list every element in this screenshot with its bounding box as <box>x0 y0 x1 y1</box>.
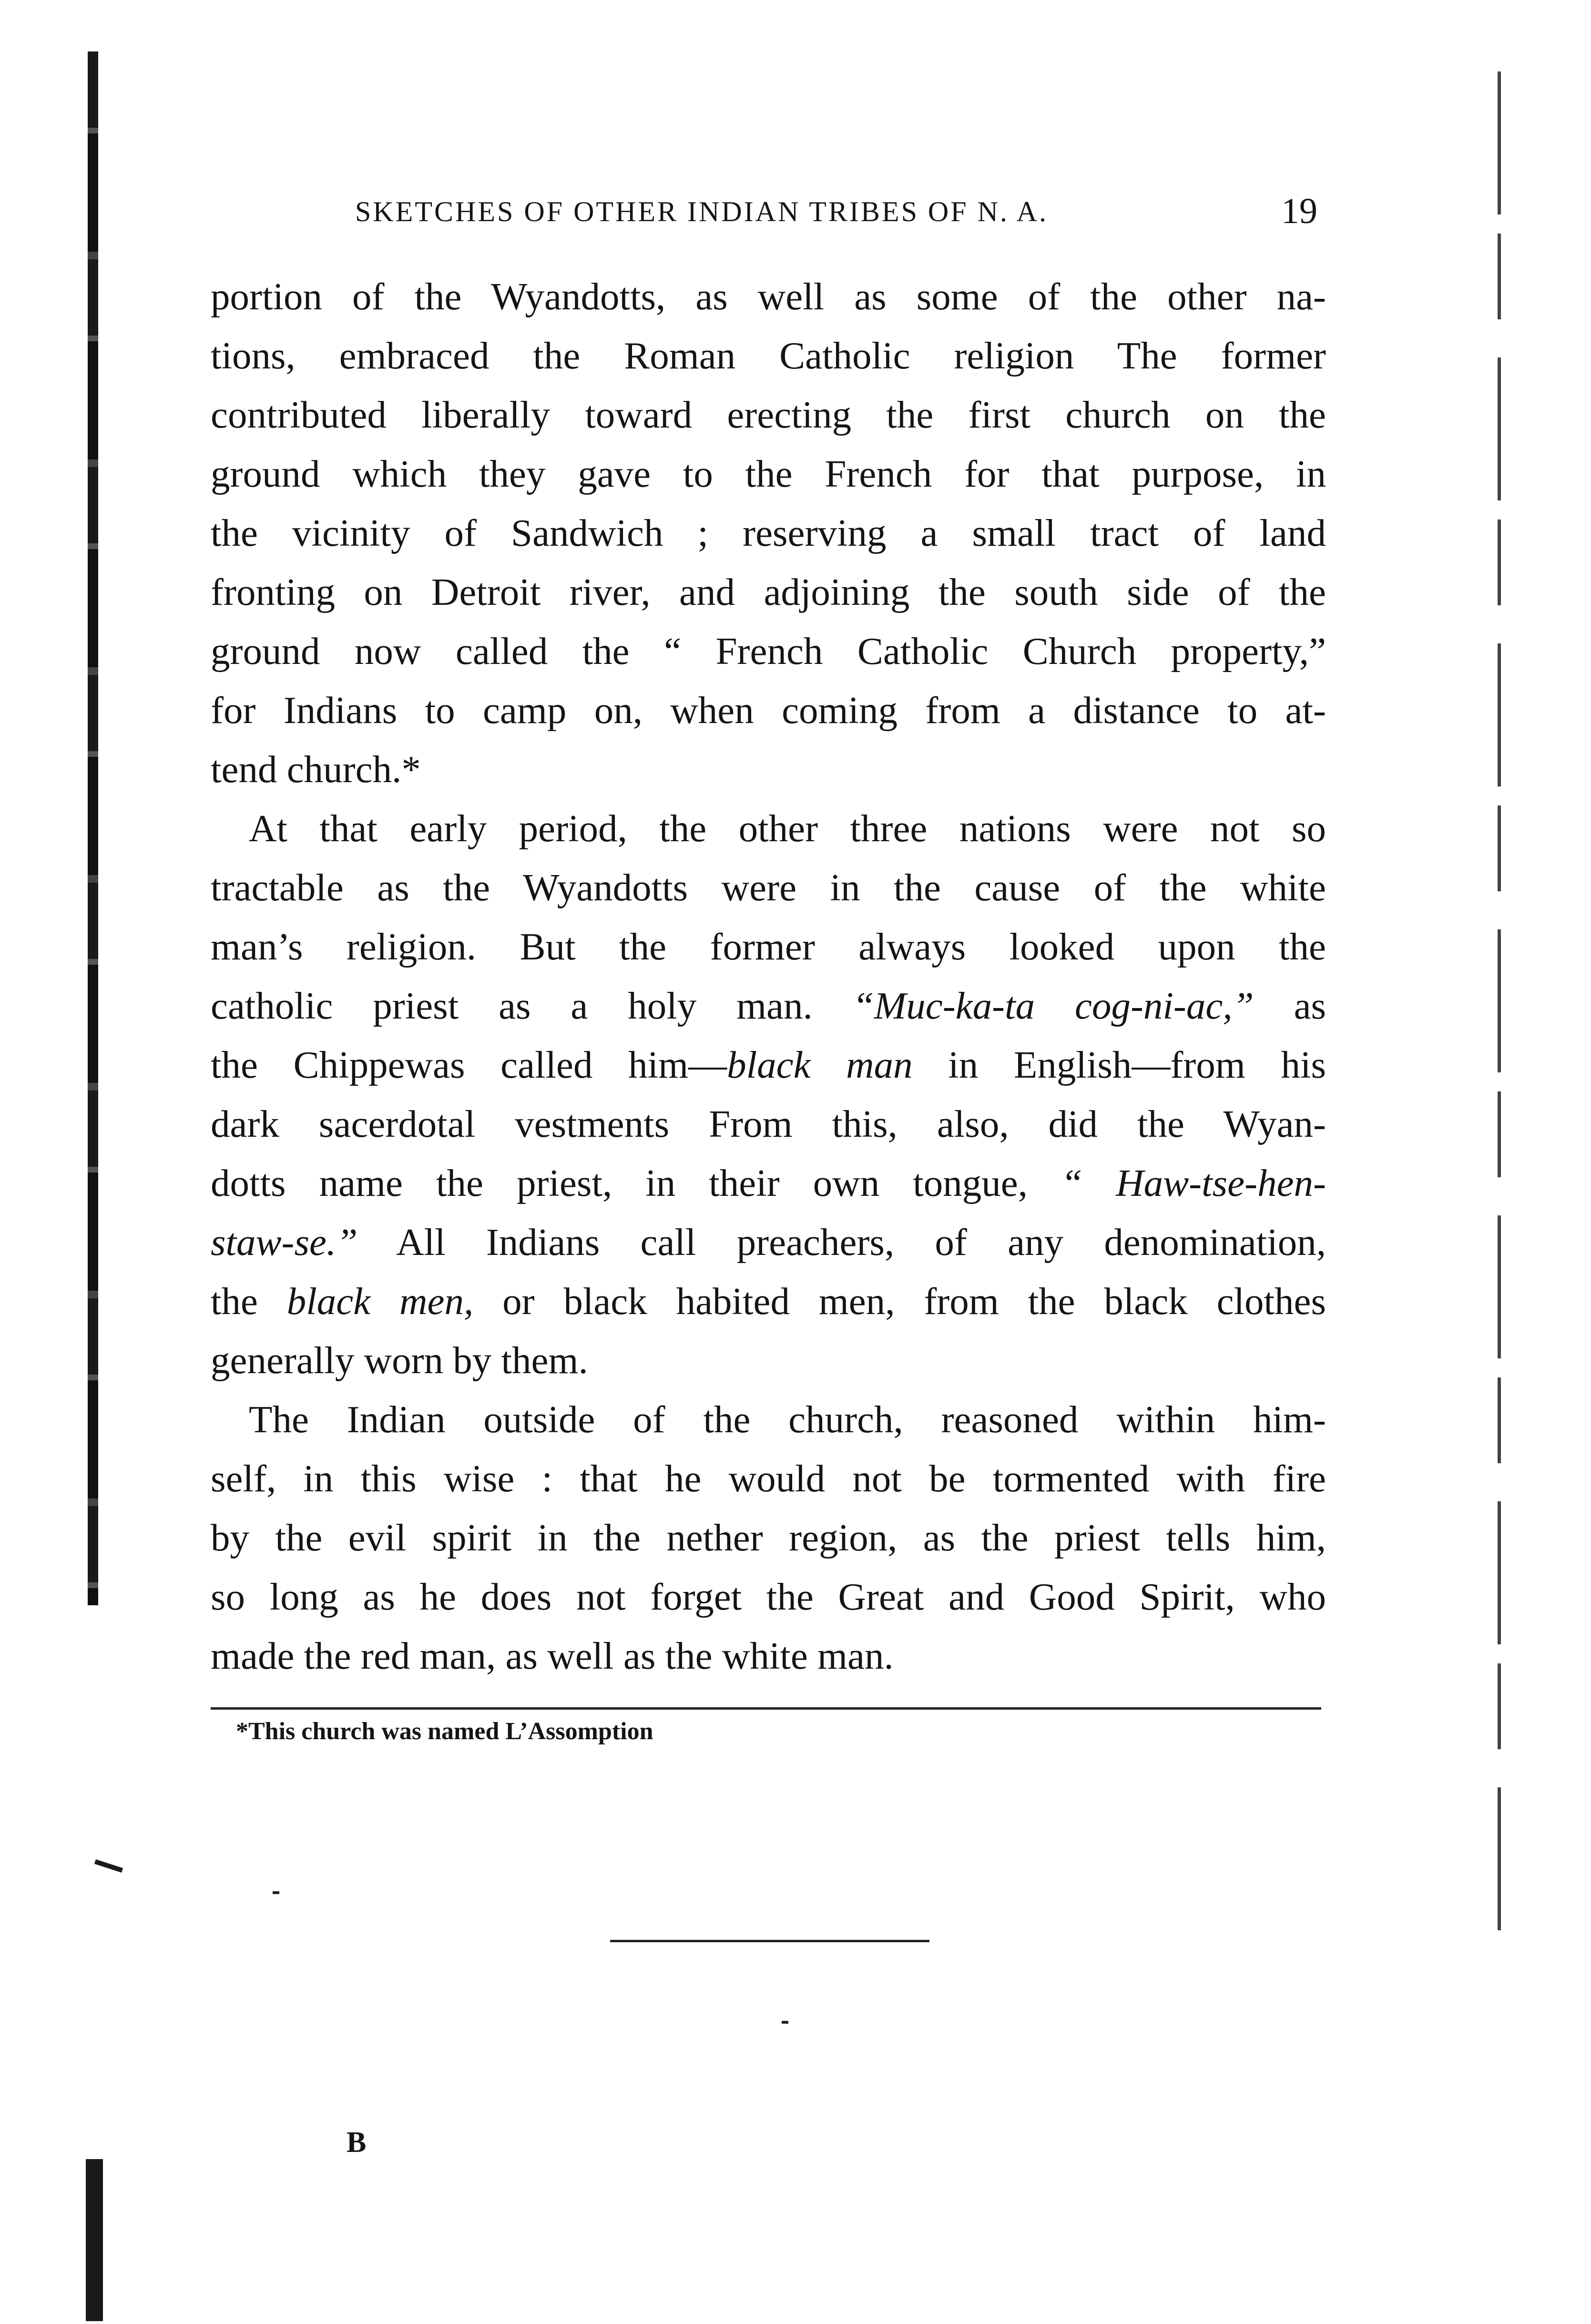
text-line: so long as he does not forget the Great and Good Spirit, who <box>211 1575 1326 1618</box>
signature-mark: B <box>347 2126 367 2159</box>
text-line: by the evil spirit in the nether region, as the priest tells him, <box>211 1516 1326 1559</box>
italic-phrase: “Muc-ka-ta cog-ni-ac,” <box>852 984 1254 1027</box>
end-rule <box>610 1940 929 1942</box>
scan-speck <box>273 1891 279 1894</box>
text-line: generally worn by them. <box>211 1339 588 1382</box>
page-number: 19 <box>1281 191 1317 231</box>
text-line: man’s religion. But the former always looked upon the <box>211 925 1326 968</box>
italic-phrase: black man <box>727 1043 913 1086</box>
scan-mark <box>94 1859 123 1873</box>
scan-edge-left-fragment <box>86 2159 103 2321</box>
text-run: or black habited men, from the black clothes <box>502 1280 1326 1323</box>
text-line: The Indian outside of the church, reasoned within him- <box>249 1398 1326 1441</box>
text-line: tions, embraced the Roman Catholic religion The former <box>211 334 1326 377</box>
text-run: as <box>1294 984 1326 1027</box>
text-line: dark sacerdotal vestments From this, also, did the Wyan- <box>211 1102 1326 1145</box>
paragraph-2 <box>211 799 1326 1390</box>
running-header: SKETCHES OF OTHER INDIAN TRIBES OF N. A. <box>355 196 1048 227</box>
footnote-rule <box>211 1707 1321 1710</box>
text-line: ground now called the “ French Catholic Church property,” <box>211 630 1326 673</box>
text-line: portion of the Wyandotts, as well as some of the other na- <box>211 275 1326 318</box>
body-text <box>211 267 1326 1685</box>
text-line: made the red man, as well as the white man. <box>211 1634 894 1677</box>
text-line: for Indians to camp on, when coming from a distance to at- <box>211 689 1326 732</box>
scan-edge-left <box>88 51 98 1605</box>
text-line: the vicinity of Sandwich ; reserving a small tract of land <box>211 511 1326 554</box>
text-line <box>211 1035 1326 1094</box>
italic-phrase: black men, <box>286 1280 474 1323</box>
text-line <box>211 1272 1326 1331</box>
scan-edge-right <box>1498 71 1501 1930</box>
text-run: in English—from his <box>948 1043 1326 1086</box>
text-run: the <box>211 1280 258 1323</box>
italic-phrase: “ Haw-tse-hen- <box>1061 1162 1326 1204</box>
text-line: self, in this wise : that he would not be tormented with fire <box>211 1457 1326 1500</box>
paragraph-3 <box>211 1390 1326 1685</box>
paragraph-1 <box>211 267 1326 799</box>
footnote: *This church was named L’Assomption <box>236 1718 653 1745</box>
text-line: At that early period, the other three nations were not so <box>249 807 1326 850</box>
text-line: tend church.* <box>211 748 421 791</box>
text-run: dotts name the priest, in their own tongue, <box>211 1162 1028 1204</box>
italic-phrase: staw-se.” <box>211 1221 358 1264</box>
scan-speck <box>782 2021 788 2024</box>
text-line: contributed liberally toward erecting the first church on the <box>211 393 1326 436</box>
text-line: tractable as the Wyandotts were in the cause of the white <box>211 866 1326 909</box>
text-run: All Indians call preachers, of any denomination, <box>396 1221 1326 1264</box>
text-line <box>211 976 1326 1035</box>
text-line: ground which they gave to the French for that purpose, in <box>211 452 1326 495</box>
text-line <box>211 1213 1326 1272</box>
text-line: fronting on Detroit river, and adjoining the south side of the <box>211 571 1326 613</box>
text-run: the Chippewas called him— <box>211 1043 727 1086</box>
text-run: catholic priest as a holy man. <box>211 984 813 1027</box>
text-line <box>211 1153 1326 1213</box>
